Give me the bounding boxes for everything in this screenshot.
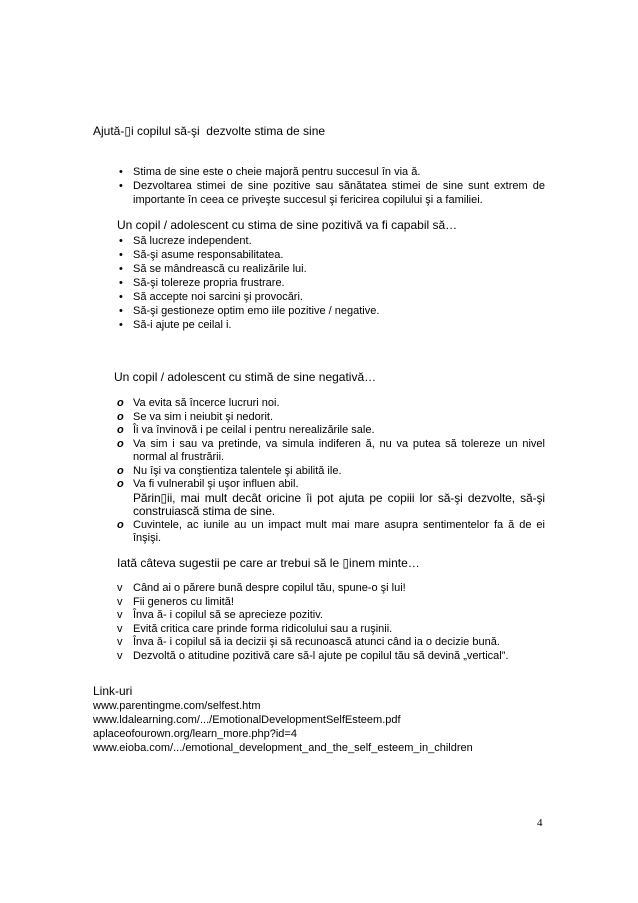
list-item bbox=[117, 411, 545, 425]
suggestions-heading: Iată câteva sugestii pe care ar trebui să le ▯inem minte… bbox=[117, 556, 420, 570]
list-item bbox=[117, 304, 545, 318]
check-bullet-icon: v bbox=[117, 649, 123, 662]
list-item-text: Când ai o părere bună despre copilul tău, spune-o şi lui! bbox=[133, 582, 406, 594]
intro-bullet-list bbox=[117, 165, 545, 207]
link-text: www.eioba.com/.../emotional_development_and_the_self_esteem_in_children bbox=[93, 742, 473, 754]
list-item bbox=[117, 234, 545, 248]
circle-bullet-icon: o bbox=[117, 464, 124, 477]
check-bullet-icon: v bbox=[117, 609, 123, 621]
list-item-text: Să-i ajute pe ceilal i. bbox=[133, 319, 232, 331]
bullet-icon: • bbox=[119, 249, 123, 261]
list-item-text: Dezvoltarea stimei de sine pozitive sau sănătatea stimei de sine sunt extrem de importante în ceea ce priveşte succesul şi fericirea copilului şi a familiei. bbox=[133, 180, 545, 206]
bullet-icon: • bbox=[119, 319, 123, 331]
circle-bullet-icon: o bbox=[117, 424, 124, 436]
list-item-text: Să se mândrească cu realizările lui. bbox=[133, 263, 307, 275]
bullet-icon: • bbox=[119, 263, 123, 275]
positive-heading: Un copil / adolescent cu stima de sine pozitivă va fi capabil să… bbox=[117, 218, 458, 232]
bullet-icon: • bbox=[119, 277, 123, 289]
list-item bbox=[117, 397, 545, 411]
bullet-icon: • bbox=[119, 166, 123, 178]
positive-bullet-list bbox=[117, 234, 545, 332]
list-item-text: Să accepte noi sarcini şi provocări. bbox=[133, 291, 303, 303]
bullet-icon: • bbox=[119, 235, 123, 247]
list-item-text: Îi va învinovă i pe ceilal i pentru nerealizările sale. bbox=[133, 424, 375, 436]
list-item-text: Va fi vulnerabil şi uşor influen abil. bbox=[133, 478, 299, 490]
list-item-text: Cuvintele, ac iunile au un impact mult mai mare asupra sentimentelor fa ă de ei înşişi. bbox=[133, 518, 545, 544]
list-item-text: Să-şi asume responsabilitatea. bbox=[133, 249, 284, 261]
bullet-icon: • bbox=[119, 291, 123, 303]
check-bullet-icon: v bbox=[117, 595, 123, 608]
circle-bullet-icon: o bbox=[117, 397, 124, 409]
list-item bbox=[117, 248, 545, 262]
list-item bbox=[117, 478, 545, 492]
list-item bbox=[117, 623, 545, 637]
list-item bbox=[117, 582, 545, 596]
list-item bbox=[117, 290, 545, 304]
bullet-icon: • bbox=[119, 305, 123, 317]
list-item-text: Fii generos cu limită! bbox=[133, 595, 234, 608]
circle-bullet-icon: o bbox=[117, 478, 124, 490]
list-item bbox=[117, 519, 545, 546]
link-text: www.parentingme.com/selfest.htm bbox=[93, 700, 261, 712]
list-item bbox=[117, 465, 545, 479]
list-item-text: Înva ă- i copilul să se aprecieze pozitiv. bbox=[133, 609, 323, 621]
list-item-text: Să-şi gestioneze optim emo iile pozitive / negative. bbox=[133, 305, 380, 317]
list-item-text: Evită critica care prinde forma ridicolului sau a ruşinii. bbox=[133, 622, 393, 635]
circle-bullet-icon: o bbox=[117, 410, 124, 423]
list-item bbox=[117, 636, 545, 650]
link-text: aplaceofourown.org/learn_more.php?id=4 bbox=[93, 728, 297, 740]
list-item bbox=[117, 262, 545, 276]
list-item-text: Stima de sine este o cheie majoră pentru succesul în via ă. bbox=[133, 166, 421, 178]
list-item bbox=[117, 438, 545, 465]
list-item-text: Se va sim i neiubit şi nedorit. bbox=[133, 410, 274, 423]
list-item-text: Să-şi tolereze propria frustrare. bbox=[133, 277, 285, 289]
check-bullet-icon: v bbox=[117, 622, 123, 635]
list-item-text: Înva ă- i copilul să ia decizii şi să recunoască atunci când ia o decizie bună. bbox=[133, 636, 500, 648]
list-item bbox=[117, 609, 545, 623]
page-number: 4 bbox=[537, 817, 543, 829]
negative-bullet-list bbox=[117, 397, 545, 546]
bullet-icon: • bbox=[119, 180, 123, 192]
links-list bbox=[93, 699, 473, 755]
list-item bbox=[117, 318, 545, 332]
list-item bbox=[117, 650, 545, 664]
list-item bbox=[117, 424, 545, 438]
parents-note bbox=[117, 492, 545, 519]
link-text: www.ldalearning.com/.../EmotionalDevelopmentSelfEsteem.pdf bbox=[93, 714, 401, 726]
list-item-text: Va sim i sau va pretinde, va simula indiferen ă, nu va putea să tolereze un nivel normal al frustrării. bbox=[133, 437, 545, 463]
list-item bbox=[117, 276, 545, 290]
list-item bbox=[117, 179, 545, 207]
list-item-text: Să lucreze independent. bbox=[133, 235, 252, 247]
list-item-text: Va evita să încerce lucruri noi. bbox=[133, 397, 280, 409]
list-item bbox=[117, 596, 545, 610]
links-heading: Link-uri bbox=[93, 684, 133, 698]
circle-bullet-icon: o bbox=[117, 437, 124, 450]
page-title: Ajută-▯i copilul să-şi dezvolte stima de sine bbox=[93, 124, 326, 138]
parents-note-text: Părin▯ii, mai mult decât oricine îi pot ajuta pe copiii lor să-şi dezvolte, să-şi construiască stima de sine. bbox=[133, 490, 545, 518]
negative-heading: Un copil / adolescent cu stimă de sine negativă… bbox=[114, 370, 377, 384]
circle-bullet-icon: o bbox=[117, 518, 124, 531]
list-item bbox=[117, 165, 545, 179]
list-item-text: Nu îşi va conştientiza talentele şi abilită ile. bbox=[133, 464, 342, 477]
check-bullet-icon: v bbox=[117, 636, 123, 648]
list-item-text: Dezvoltă o atitudine pozitivă care să-l ajute pe copilul tău să devină „vertical”. bbox=[133, 649, 509, 662]
check-bullet-icon: v bbox=[117, 582, 123, 594]
suggestions-list bbox=[117, 582, 545, 663]
